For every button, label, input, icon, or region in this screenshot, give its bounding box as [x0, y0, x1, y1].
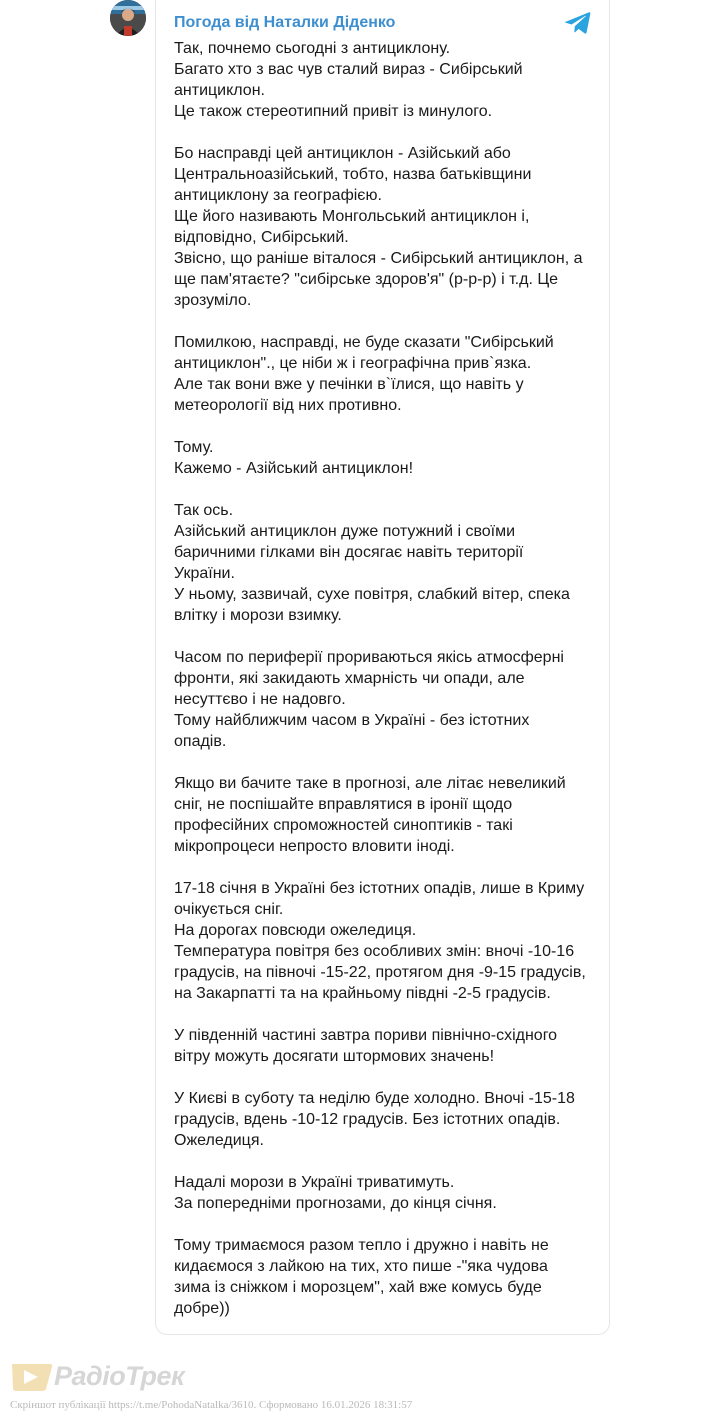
- post-paragraph: [174, 332, 599, 416]
- post-line: Тому найближчим часом в Україні - без істотних: [174, 712, 530, 729]
- post-line: влітку і морози взимку.: [174, 607, 342, 624]
- post-line: Тому.: [174, 439, 214, 456]
- post-line: зима із сніжком і морозцем", хай вже комусь буде: [174, 1279, 542, 1296]
- post-line: на Закарпатті та на крайньому півдні -2-5 градусів.: [174, 985, 551, 1002]
- post-paragraph: [174, 647, 599, 752]
- post-line: професійних спроможностей синоптиків - такі: [174, 817, 513, 834]
- post-line: кидаємося з лайкою на тих, хто пише -"яка чудова: [174, 1258, 548, 1275]
- post-line: мікропроцеси непросто вловити іноді.: [174, 838, 455, 855]
- post-line: антициклон.: [174, 82, 265, 99]
- post-line: очікується сніг.: [174, 901, 284, 918]
- post-line: Кажемо - Азійський антициклон!: [174, 460, 414, 477]
- screenshot-caption: Скріншот публікації https://t.me/PohodaNatalka/3610. Сформовано 16.01.2026 18:31:57: [10, 1399, 413, 1411]
- radiotrek-logo-mark: [10, 1360, 54, 1392]
- post-paragraph: [174, 878, 599, 1004]
- post-text: [174, 38, 599, 1319]
- post-line: ще пам'ятаєте? "сибірське здоров'я" (р-р-р) і т.д. Це: [174, 271, 559, 288]
- post-paragraph: [174, 1172, 599, 1214]
- avatar[interactable]: [110, 0, 146, 36]
- post-line: відповідно, Сибірський.: [174, 229, 349, 246]
- post-line: антициклон"., це ніби ж і географічна прив`язка.: [174, 355, 532, 372]
- post-line: вітру можуть досягати штормових значень!: [174, 1048, 495, 1065]
- post-line: У південній частині завтра пориви північно-східного: [174, 1027, 558, 1044]
- radiotrek-logo-text: РадіоТрек: [54, 1361, 185, 1391]
- post-line: фронти, які закидають хмарність чи опади, але: [174, 670, 525, 687]
- post-paragraph: [174, 437, 599, 479]
- post-line: зрозуміло.: [174, 292, 252, 309]
- post-line: градусів, на півночі -15-22, протягом дня -9-15 градусів,: [174, 964, 586, 981]
- post-line: Температура повітря без особливих змін: вночі -10-16: [174, 943, 575, 960]
- post-line: Азійський антициклон дуже потужний і своїми: [174, 523, 516, 540]
- post-line: несуттєво і не надовго.: [174, 691, 346, 708]
- radiotrek-logo: [10, 1358, 185, 1394]
- post-line: 17-18 січня в Україні без істотних опадів, лише в Криму: [174, 880, 585, 897]
- post-line: Ще його називають Монгольський антициклон і,: [174, 208, 530, 225]
- post-line: Центральноазійський, тобто, назва батьківщини: [174, 166, 532, 183]
- post-line: Ожеледиця.: [174, 1132, 264, 1149]
- post-line: Це також стереотипний привіт із минулого.: [174, 103, 493, 120]
- post-paragraph: [174, 1235, 599, 1319]
- post-line: сніг, не поспішайте вправлятися в іронії щодо: [174, 796, 513, 813]
- post-line: За попередніми прогнозами, до кінця січня.: [174, 1195, 497, 1212]
- post-line: Так ось.: [174, 502, 234, 519]
- post-line: Так, почнемо сьогодні з антициклону.: [174, 40, 451, 57]
- post-line: Але так вони вже у печінки в`їлися, що навіть у: [174, 376, 524, 393]
- post-line: Звісно, що раніше віталося - Сибірський антициклон, а: [174, 250, 583, 267]
- post-line: опадів.: [174, 733, 227, 750]
- post-line: баричними гілками він досягає навіть території: [174, 544, 524, 561]
- post-line: Часом по периферії прориваються якісь атмосферні: [174, 649, 564, 666]
- post-paragraph: [174, 1088, 599, 1151]
- post-line: Якщо ви бачите таке в прогнозі, але літає невеликий: [174, 775, 566, 792]
- post-paragraph: [174, 38, 599, 122]
- post-paragraph: [174, 773, 599, 857]
- post-paragraph: [174, 500, 599, 626]
- post-line: У Києві в суботу та неділю буде холодно. Вночі -15-18: [174, 1090, 575, 1107]
- post-paragraph: [174, 1025, 599, 1067]
- post-line: Бо насправді цей антициклон - Азійський або: [174, 145, 511, 162]
- post-line: Багато хто з вас чув сталий вираз - Сибірський: [174, 61, 523, 78]
- post-line: У ньому, зазвичай, сухе повітря, слабкий вітер, спека: [174, 586, 570, 603]
- post-line: На дорогах повсюди ожеледиця.: [174, 922, 417, 939]
- channel-name-link[interactable]: Погода від Наталки Діденко: [174, 14, 396, 31]
- telegram-icon[interactable]: [565, 11, 591, 35]
- avatar-image: [110, 0, 146, 36]
- post-line: Помилкою, насправді, не буде сказати "Сибірський: [174, 334, 554, 351]
- post-line: Тому тримаємося разом тепло і дружно і навіть не: [174, 1237, 549, 1254]
- post-line: метеорології від них противно.: [174, 397, 402, 414]
- post-line: Надалі морози в Україні триватимуть.: [174, 1174, 455, 1191]
- post-line: добре)): [174, 1300, 230, 1317]
- post-card: [155, 0, 610, 1335]
- post-line: градусів, вдень -10-12 градусів. Без істотних опадів.: [174, 1111, 561, 1128]
- post-paragraph: [174, 143, 599, 311]
- post-line: антициклону за географією.: [174, 187, 382, 204]
- post-header: [174, 12, 591, 34]
- post-line: України.: [174, 565, 235, 582]
